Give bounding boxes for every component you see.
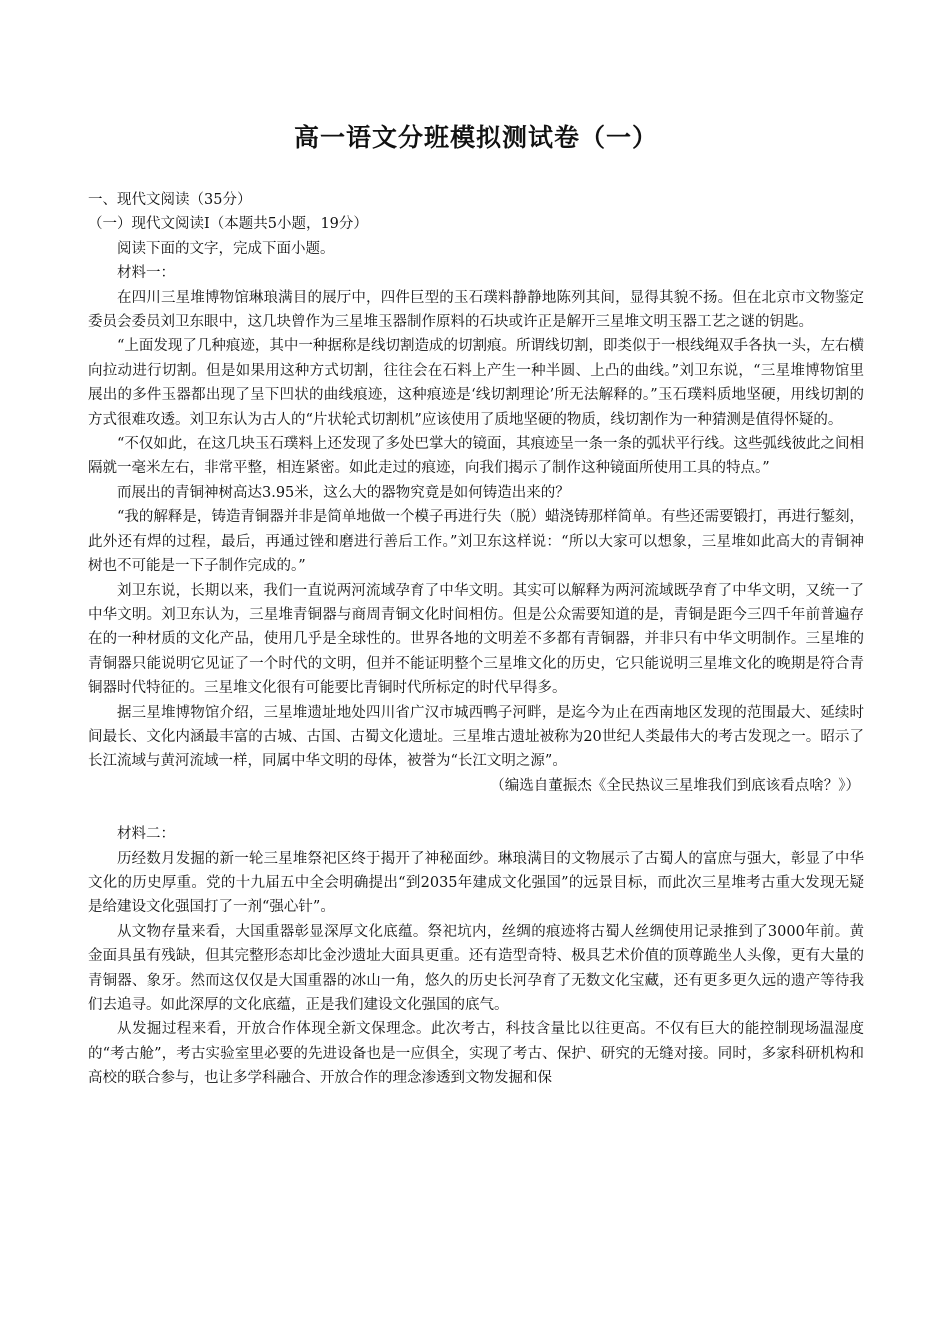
paragraph-gap xyxy=(88,798,864,822)
material-one-source: （编选自董振杰《全民热议三星堆我们到底该看点啥？》） xyxy=(490,777,860,794)
material-two-paragraph: 历经数月发掘的新一轮三星堆祭祀区终于揭开了神秘面纱。琳琅满目的文物展示了古蜀人的富庶与强大，彰显了中华文化的历史厚重。党的十九届五中全会明确提出“到2035年建成文化强国”的远景目标，而此次三星堆考古重大发现无疑是给建设文化强国打了一剂“强心针”。 xyxy=(88,850,864,916)
material-one-paragraph: 刘卫东说，长期以来，我们一直说两河流域孕育了中华文明。其实可以解释为两河流域既孕育了中华文明，又统一了中华文明。刘卫东认为，三星堆青铜器与商周青铜文化时间相仿。但是公众需要知道的是，青铜是距今三四千年前普遍存在的一种材质的文化产品，使用几乎是全球性的。世界各地的文明差不多都有青铜器，并非只有中华文明制作。三星堆的青铜器只能说明它见证了一个时代的文明，但并不能证明整个三星堆文化的历史，它只能说明三星堆文化的晚期是符合青铜器时代特征的。三星堆文化很有可能要比青铜时代所标定的时代早得多。 xyxy=(88,582,864,697)
material-one-paragraph: “我的解释是，铸造青铜器并非是简单地做一个模子再进行失（脱）蜡浇铸那样简单。有些还需要锻打，再进行錾刻，此外还有焊的过程，最后，再通过锉和磨进行善后工作。”刘卫东这样说：“所以大家可以想象，三星堆如此高大的青铜神树也不可能是一下子制作完成的。” xyxy=(88,509,864,575)
material-one-paragraph: 而展出的青铜神树高达3.95米，这么大的器物究竟是如何铸造出来的？ xyxy=(117,484,570,501)
material-one-paragraph: “不仅如此，在这几块玉石璞料上还发现了多处巴掌大的镜面，其痕迹呈一条一条的弧状平行线。这些弧线彼此之间相隔就一毫米左右，非常平整，相连紧密。如此走过的痕迹，向我们揭示了制作这种镜面所使用工具的特点。” xyxy=(88,436,864,477)
reading-instruction: 阅读下面的文字，完成下面小题。 xyxy=(117,240,335,257)
material-two-paragraph: 从发掘过程来看，开放合作体现全新文保理念。此次考古，科技含量比以往更高。不仅有巨大的能控制现场温湿度的“考古舱”，考古实验室里必要的先进设备也是一应俱全，实现了考古、保护、研究的无缝对接。同时，多家科研机构和高校的联合参与，也让多学科融合、开放合作的理念渗透到文物发掘和保 xyxy=(88,1021,864,1087)
material-two-label: 材料二： xyxy=(117,826,175,843)
page-title: 高一语文分班模拟测试卷（一） xyxy=(293,123,658,152)
material-one-label: 材料一： xyxy=(117,265,175,282)
section-heading: 一、现代文阅读（35分） xyxy=(88,192,252,208)
subsection-heading: （一）现代文阅读Ⅰ（本题共5小题，19分） xyxy=(88,216,368,233)
material-two-paragraph: 从文物存量来看，大国重器彰显深厚文化底蕴。祭祀坑内，丝绸的痕迹将古蜀人丝绸使用记录推到了3000年前。黄金面具虽有残缺，但其完整形态却比金沙遗址大面具更重。还有造型奇特、极具艺术价值的顶尊跪坐人头像，更有大量的青铜器、象牙。然而这仅仅是大国重器的冰山一角，悠久的历史长河孕育了无数文化宝藏，还有更多更久远的遗产等待我们去追寻。如此深厚的文化底蕴，正是我们建设文化强国的底气。 xyxy=(88,923,864,1013)
material-one-paragraph: 据三星堆博物馆介绍，三星堆遗址地处四川省广汉市城西鸭子河畔，是迄今为止在西南地区发现的范围最大、延续时间最长、文化内涵最丰富的古城、古国、古蜀文化遗址。三星堆古遗址被称为20世纪人类最伟大的考古发现之一。昭示了长江流域与黄河流域一样，同属中华文明的母体，被誉为“长江文明之源”。 xyxy=(88,704,864,770)
material-one-paragraph: 在四川三星堆博物馆琳琅满目的展厅中，四件巨型的玉石璞料静静地陈列其间，显得其貌不扬。但在北京市文物鉴定委员会委员刘卫东眼中，这几块曾作为三星堆玉器制作原料的石块或许正是解开三星堆文明玉器工艺之谜的钥匙。 xyxy=(88,289,864,331)
material-one-paragraph: “上面发现了几种痕迹，其中一种据称是线切割造成的切割痕。所谓线切割，即类似于一根线绳双手各执一头，左右横向拉动进行切割。但是如果用这种方式切割，往往会在石料上产生一种半圆、上凸的曲线。”刘卫东说，“三星堆博物馆里展出的多件玉器都出现了呈下凹状的曲线痕迹，这种痕迹是‘线切割理论’所无法解释的。”玉石璞料质地坚硬，用线切割的方式很难攻透。刘卫东认为古人的“片状轮式切割机”应该使用了质地坚硬的物质，线切割作为一种猜测是值得怀疑的。 xyxy=(88,338,864,428)
